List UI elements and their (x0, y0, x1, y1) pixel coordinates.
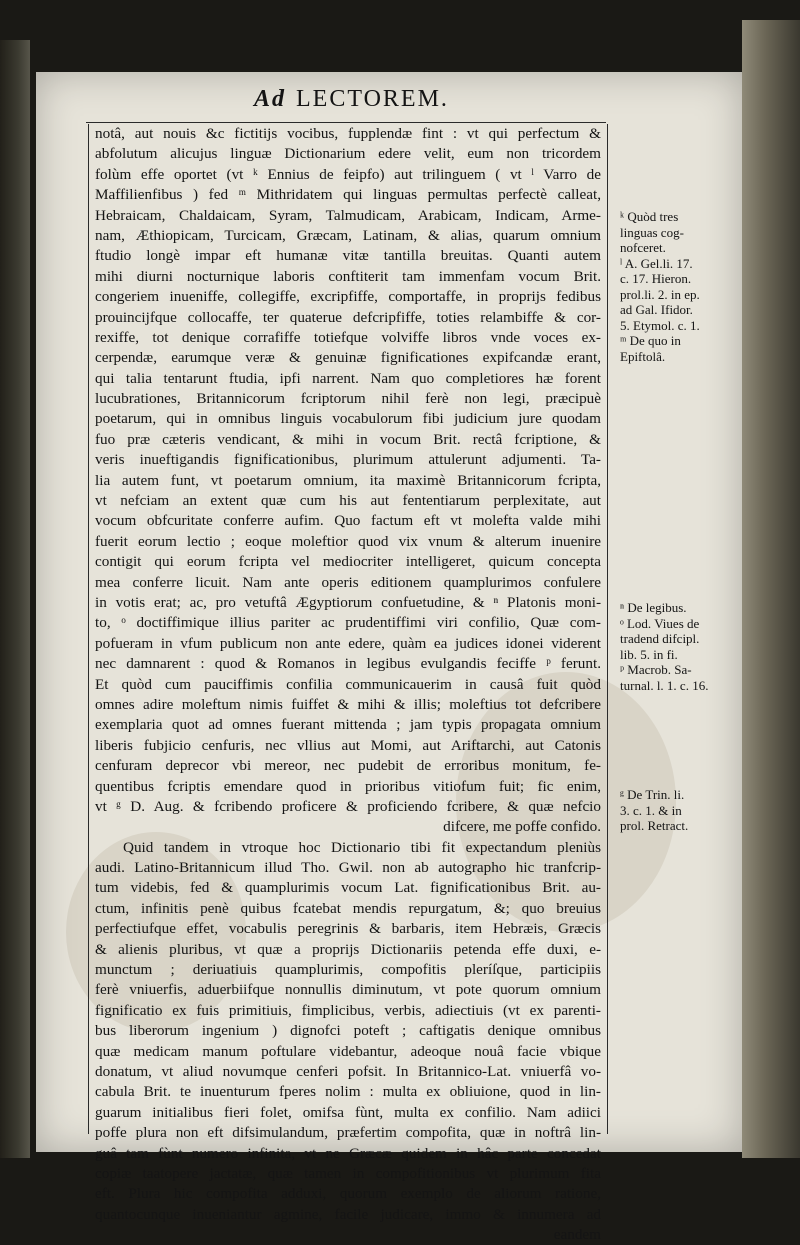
text-line: liberis fubjicio cenfuris, nec vllius aut Momi, aut Ariftarchi, aut Catonis (95, 736, 601, 754)
text-line: in votis erat; ac, pro vetuftâ Ægyptiorum confuetudine, & ⁿ Platonis moni- (95, 593, 601, 611)
text-line: nam, Æthiopicam, Turcicam, Græcam, Latinam, & alias, quarum omnium (95, 226, 601, 244)
margin-note-line: ᵒ Lod. Viues de (620, 615, 700, 631)
text-line: ftudio longè impar eft humanæ vitæ tantilla breuitas. Quanti autem (95, 247, 601, 265)
text-line: contigit qui eorum fcripta vel mediocriter intelligeret, quicum concepta (95, 553, 601, 571)
text-line: perfectiufque effet, vocabulis peregrinis & barbaris, item Hebræis, Græcis (95, 920, 601, 938)
margin-note-line: ⁿ De legibus. (620, 600, 687, 615)
marginal-notes-column (614, 124, 732, 1134)
running-header (86, 82, 606, 123)
text-line: mea conferre licuit. Nam ante operis editionem quamplurimos confulere (95, 573, 601, 591)
text-line: audi. Latino-Britannicum illud Tho. Gwil. non ab autographo hic tranfcrip- (95, 859, 601, 877)
text-line: munctum ; deriuatiuis quamplurimis, compofitis pleríſque, participiis (95, 961, 601, 979)
text-line: lia autem funt, vt poetarum omnium, ita maximè Britannicorum fcripta, (95, 471, 601, 489)
text-line: Maffilienfibus ) fed ᵐ Mithridatem qui linguas permultas perfectè calleat, (95, 186, 601, 204)
text-line: difcere, me poffe confido. (443, 818, 601, 836)
text-line: qui talia tentarunt ftudia, ipfi narrent. Nam quo completiores hæ forent (95, 369, 601, 387)
text-line: guâ tam fùnt numero infinita, vt ne Græcæ quidem in hâc parte concedat (95, 1144, 601, 1162)
text-line: lucubrationes, Britannicorum fcriptorum nihil ferè non legi, præcipuè (95, 390, 601, 408)
text-line: nec damnarent : quod & Romanos in legibus evulgandis feciffe ᵖ ferunt. (95, 655, 601, 673)
text-line: congeriem inueniffe, collegiffe, excripfiffe, comportaffe, in proprijs fedibus (95, 288, 601, 306)
margin-note-line: Epiftolâ. (620, 348, 666, 364)
text-line: bus liberorum ingenium ) dignofci poteft ; caftigatis denique omnibus (95, 1022, 601, 1040)
text-line: omnes adire moleftum nimis fuiffet & mihi & illis; moleftius tot defcribere (95, 695, 601, 713)
text-line: abfolutum alicujus linguæ Dictionarium edere velit, eum non tricordem (95, 145, 601, 163)
margin-note-line: turnal. l. 1. c. 16. (620, 677, 709, 693)
text-line: fuo præ cæteris vendicant, & mihi in vocum Brit. rectâ fcriptione, & (95, 430, 601, 448)
margin-note-line: 5. Etymol. c. 1. (620, 317, 700, 333)
text-line: quæ medicam manum poftulare videbantur, adeoque nouâ facie vbique (95, 1042, 601, 1060)
text-line: cerpendæ, earumque veræ & genuinæ fignificationes expifcandæ erant, (95, 349, 601, 367)
margin-note-line: linguas cog- (620, 224, 684, 240)
text-line: vocum obfcuritate conferre aufim. Quo factum eft vt molefta valde mihi (95, 512, 601, 530)
text-line: rexiffe, tot denique corrafiffe totiefque volviffe libros vnde voces ex- (95, 328, 601, 346)
text-line: fignificatio ex fuis primitiuis, fimplicibus, verbis, adiectiuis (vt ex parenti- (95, 1001, 601, 1019)
text-line: donatum, vt aliud novumque cenferi pofsit. In Britannico-Lat. vniuerfâ vo- (95, 1062, 601, 1080)
text-line: ferè vniuerfis, aduerbiifque nonnullis diminutum, vt pote quorum omnium (95, 981, 601, 999)
text-line: eandem (553, 1226, 601, 1244)
margin-note-line: ᵐ De quo in (620, 333, 681, 348)
text-line: vt ᵍ D. Aug. & fcribendo proficere & proficiendo fcribere, & quæ nefcio (95, 797, 601, 815)
margin-note-group (620, 600, 708, 693)
text-line: Hebraicam, Chaldaicam, Syram, Talmudicam, Arabicam, Indicam, Arme- (95, 206, 601, 224)
margin-note-line: ᵍ De Trin. li. (620, 787, 685, 802)
text-line: pofueram in vfum publicum non ante edere, quàm ea judices idonei viderent (95, 634, 601, 652)
text-line: poetarum, qui in omnibus linguis vocabulorum fibi judicium jure quodam (95, 410, 601, 428)
main-text-column (88, 124, 608, 1244)
header-ad: Ad (254, 86, 287, 112)
text-line: mihi diurni nocturnique laboris conftiterit tam immenfam vocum Brit. (95, 267, 601, 285)
text-line: Quid tandem in vtroque hoc Dictionario tibi fit expectandum pleniùs (123, 838, 601, 856)
margin-note-line: prol.li. 2. in ep. (620, 286, 700, 302)
margin-note-line: nofceret. (620, 240, 666, 255)
text-line: vt nefciam an extent quæ cum his aut fententiarum perplexitate, aut (95, 492, 601, 510)
text-line: tum videbis, fed & quamplurimis vocum Lat. fignificationibus Brit. au- (95, 879, 601, 897)
text-line: cabula Brit. te inuenturum fperes nolim : multa ex obliuione, quod in lin- (95, 1083, 601, 1101)
text-line: poffe plura non eft difsimulandum, præfertim compofita, quæ in noftrâ lin- (95, 1124, 601, 1142)
margin-note-line: ᵖ Macrob. Sa- (620, 662, 692, 677)
text-line: cenfuram deprecor vbi mereor, nec pudebit de erroribus monitum, fe- (95, 757, 601, 775)
margin-note-group (620, 209, 700, 364)
margin-note-line: c. 17. Hieron. (620, 271, 692, 286)
book-page (36, 72, 742, 1244)
text-line: prouincijfque collocaffe, ter quaterue defcripfiffe, toties relambiffe & cor- (95, 308, 601, 326)
book-page-edges (742, 20, 800, 1158)
margin-note-line: prol. Retract. (620, 818, 689, 833)
text-line: copiæ taatopere jactatæ, quæ tamen in compofitionibus vt plurimum fita (95, 1164, 601, 1182)
margin-note-line: ᵏ Quòd tres (620, 209, 679, 224)
text-line: notâ, aut nouis &c fictitijs vocibus, fupplendæ fint : vt qui perfectum & (95, 125, 601, 142)
margin-note-line: ˡ A. Gel.li. 17. (620, 255, 693, 271)
text-line: quantocunque inueniantur agmine, facile judicare, immo & innumera ad (95, 1205, 601, 1223)
text-line: & alienis pluribus, vt quæ a proprijs Dictionariis petenda effe duxi, e- (95, 940, 601, 958)
text-line: exemplaria quot ad omnes fuerant mittenda ; jam typis propagata omnium (95, 716, 601, 734)
running-header-title (254, 86, 449, 113)
text-line: Et quòd cum pauciffimis confilia communicauerim in causâ fuit quòd (95, 675, 601, 693)
book-binding-edge (0, 40, 30, 1158)
margin-note-line: 3. c. 1. & in (620, 802, 682, 818)
header-lectorem: LECTOREM. (296, 86, 449, 112)
margin-note-line: lib. 5. in fi. (620, 646, 678, 662)
text-line: to, ᵒ doctiffimique illius pariter ac prudentiffimi viri confilio, Quæ com- (95, 614, 601, 632)
text-line: quentibus fcriptis emendare quod in prioribus vitiofum fuit; fic enim, (95, 777, 601, 795)
text-line: folùm effe oportet (vt ᵏ Ennius de feipfo) aut trilinguem ( vt ˡ Varro de (95, 165, 601, 183)
margin-note-group (620, 787, 688, 834)
text-line: eft. Plura hic compofita adduxi, quorum exemplo de aliorum ratione, (95, 1185, 601, 1203)
text-line: fuerit eorum lectio ; eoque moleftior quod vix vnum & alterum inuenire (95, 532, 601, 550)
text-line: veris inueftigandis fignificationibus, plurimum attulerunt adjumenti. Ta- (95, 451, 601, 469)
margin-note-line: ad Gal. Ifidor. (620, 302, 693, 317)
text-line: guarum initialibus fieri folet, omifsa fùnt, multa ex confilio. Nam adiici (95, 1103, 601, 1121)
margin-note-line: tradend difcipl. (620, 631, 700, 646)
text-line: ctum, infinitis penè quibus fcatebat mendis repurgatum, &; quo breuius (95, 899, 601, 917)
